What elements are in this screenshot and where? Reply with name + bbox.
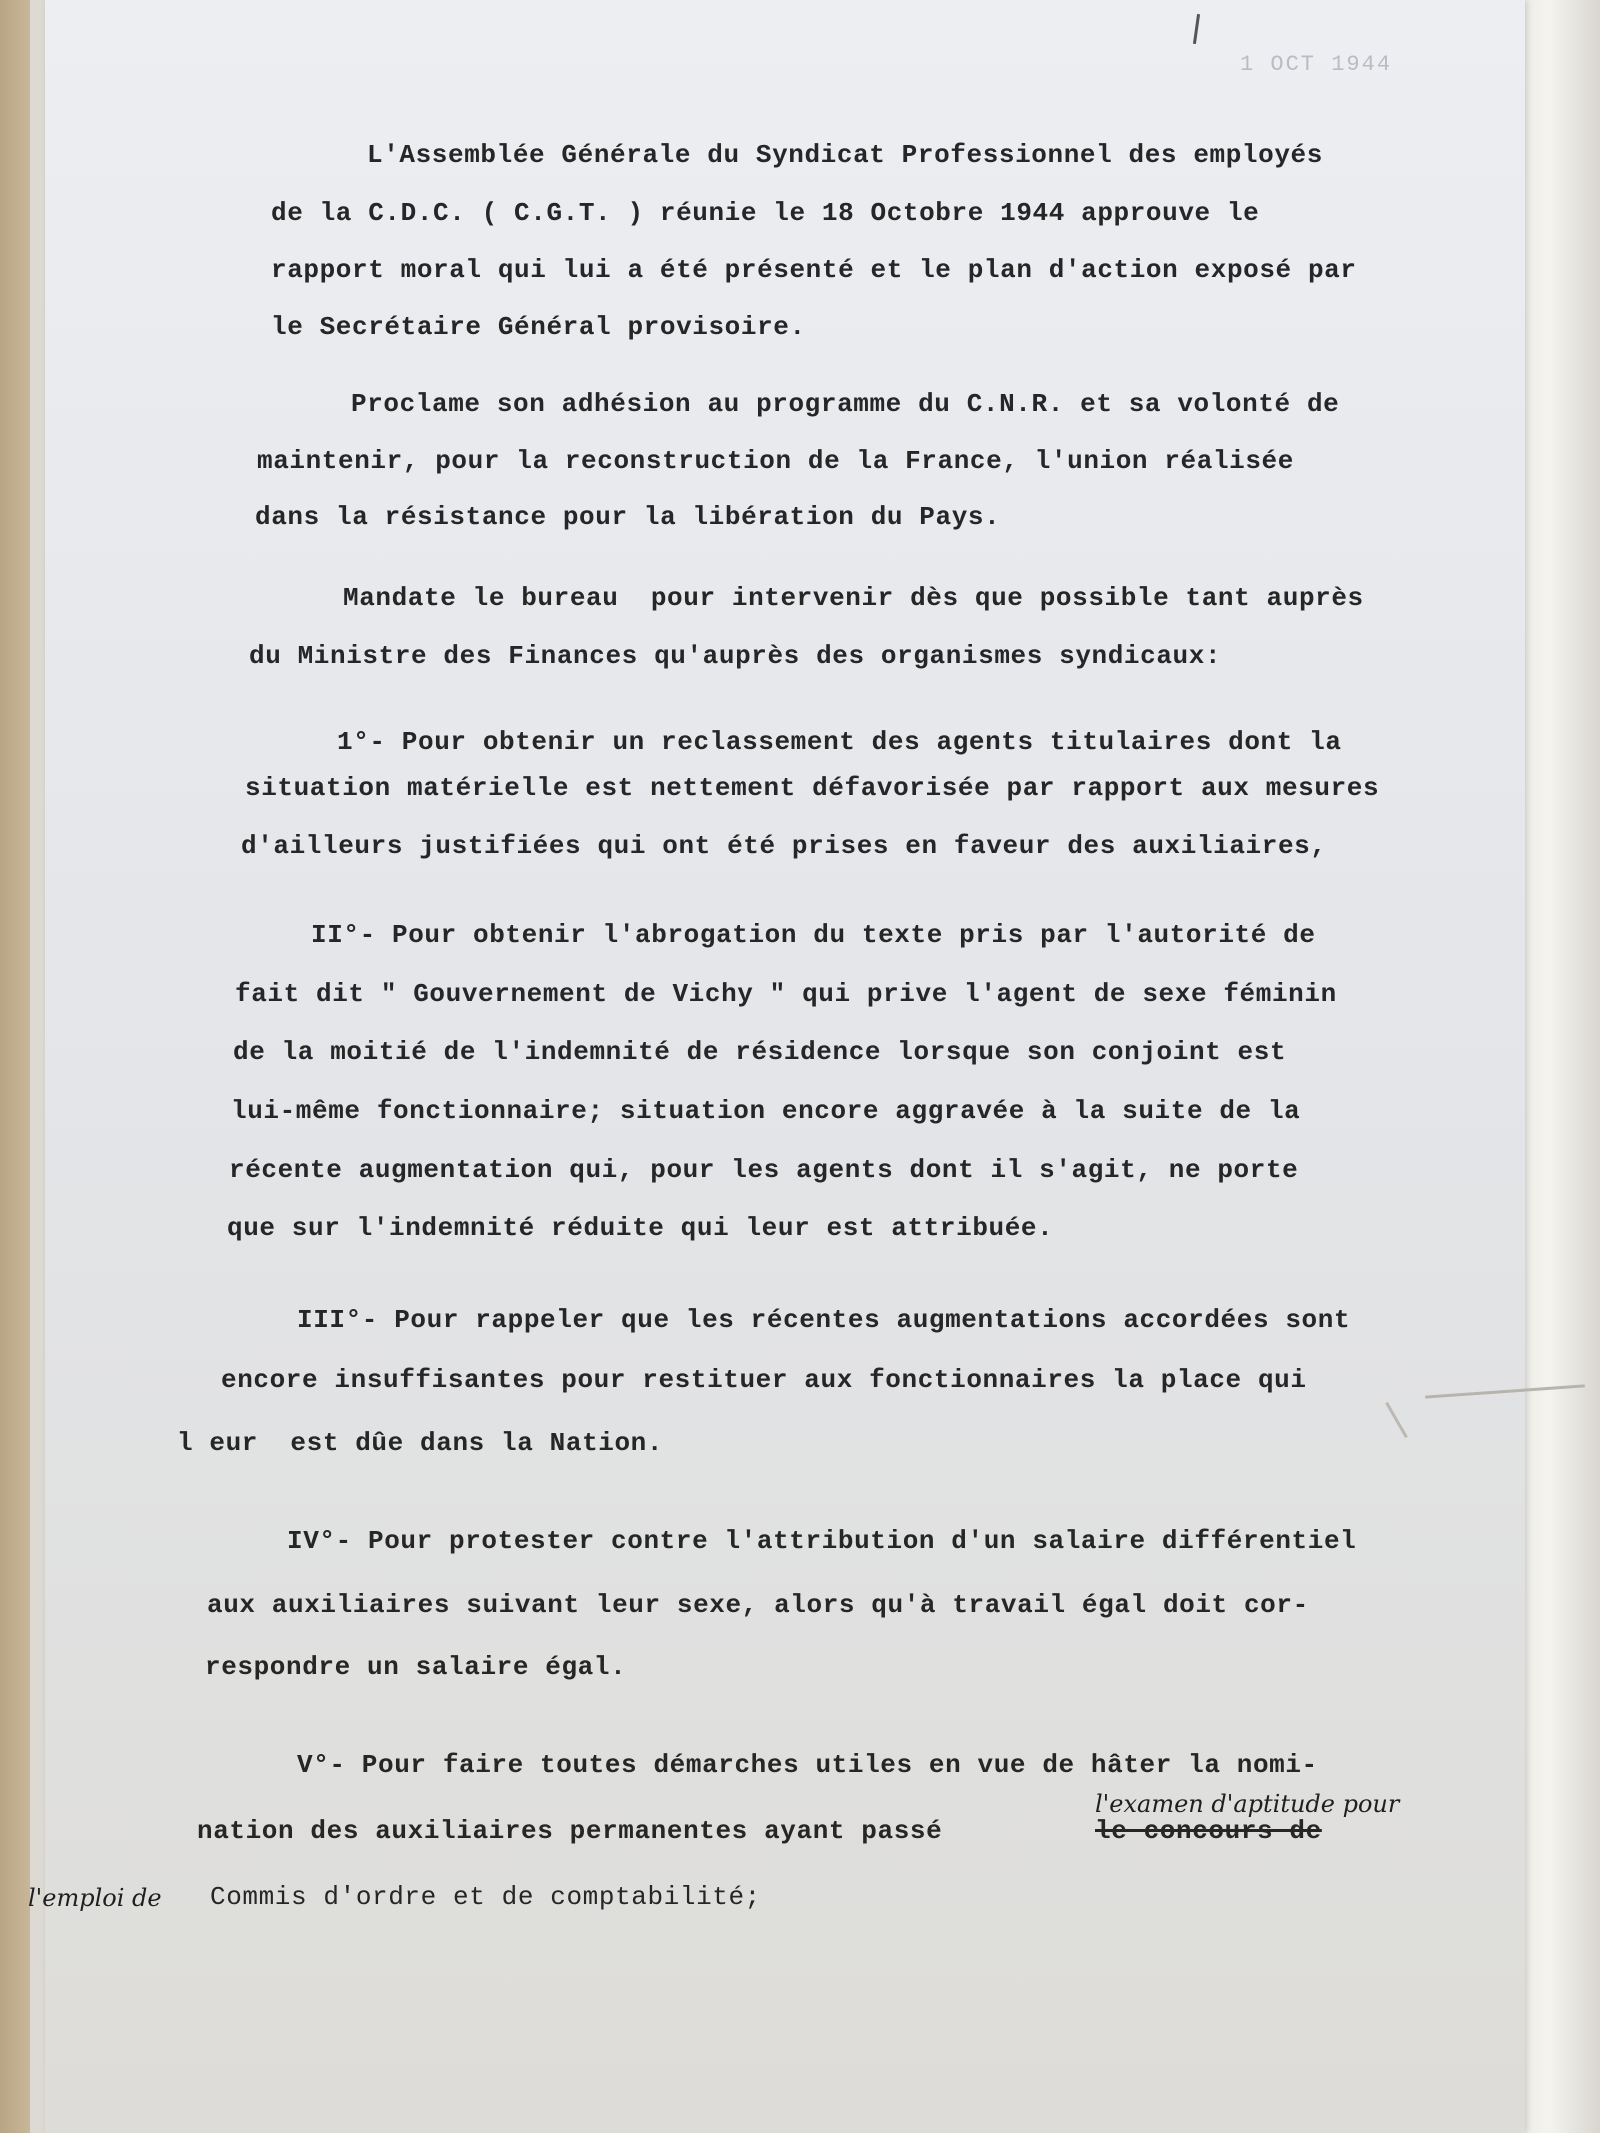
- text-line: IV°- Pour protester contre l'attribution d'un salaire différentiel: [287, 1526, 1357, 1556]
- text-line: III°- Pour rappeler que les récentes augmentations accordées sont: [297, 1305, 1351, 1335]
- text-line: encore insuffisantes pour restituer aux fonctionnaires la place qui: [221, 1365, 1307, 1395]
- date-stamp: 1 OCT 1944: [1240, 52, 1393, 77]
- text-line: de la moitié de l'indemnité de résidence lorsque son conjoint est: [233, 1037, 1287, 1067]
- text-line: L'Assemblée Générale du Syndicat Professionnel des employés: [367, 140, 1323, 170]
- text-line: nation des auxiliaires permanentes ayant passé: [197, 1816, 943, 1846]
- handwritten-margin-note: l'emploi de: [28, 1884, 162, 1912]
- text-line: du Ministre des Finances qu'auprès des organismes syndicaux:: [249, 641, 1222, 671]
- text-line: II°- Pour obtenir l'abrogation du texte pris par l'autorité de: [311, 920, 1316, 950]
- text-line: aux auxiliaires suivant leur sexe, alors qu'à travail égal doit cor-: [207, 1590, 1309, 1620]
- text-line: situation matérielle est nettement défavorisée par rapport aux mesures: [245, 773, 1380, 803]
- pencil-mark: [1193, 14, 1200, 44]
- text-line: récente augmentation qui, pour les agents dont il s'agit, ne porte: [229, 1155, 1299, 1185]
- text-line: l eur est dûe dans la Nation.: [177, 1428, 664, 1458]
- struck-text: le concours de: [1095, 1816, 1322, 1846]
- text-line: rapport moral qui lui a été présenté et le plan d'action exposé par: [271, 255, 1357, 285]
- text-line: lui-même fonctionnaire; situation encore aggravée à la suite de la: [231, 1096, 1301, 1126]
- text-line: V°- Pour faire toutes démarches utiles en vue de hâter la nomi-: [297, 1750, 1318, 1780]
- text-line: que sur l'indemnité réduite qui leur est attribuée.: [227, 1213, 1054, 1243]
- text-line: maintenir, pour la reconstruction de la France, l'union réalisée: [257, 446, 1294, 476]
- paper-tear: [1385, 1402, 1408, 1438]
- typed-page: [45, 0, 1525, 2133]
- text-line: Mandate le bureau pour intervenir dès que possible tant auprès: [343, 583, 1364, 613]
- text-line: fait dit " Gouvernement de Vichy " qui prive l'agent de sexe féminin: [235, 979, 1337, 1009]
- text-line: le Secrétaire Général provisoire.: [271, 312, 806, 342]
- text-line: 1°- Pour obtenir un reclassement des agents titulaires dont la: [337, 727, 1342, 757]
- handwritten-correction: l'examen d'aptitude pour: [1095, 1790, 1400, 1818]
- text-line: d'ailleurs justifiées qui ont été prises en faveur des auxiliaires,: [241, 831, 1327, 861]
- text-line: Proclame son adhésion au programme du C.N.R. et sa volonté de: [351, 389, 1340, 419]
- text-line: Commis d'ordre et de comptabilité;: [210, 1882, 761, 1912]
- text-line: dans la résistance pour la libération du Pays.: [255, 502, 1001, 532]
- text-line: de la C.D.C. ( C.G.T. ) réunie le 18 Octobre 1944 approuve le: [271, 198, 1260, 228]
- text-line: respondre un salaire égal.: [205, 1652, 627, 1682]
